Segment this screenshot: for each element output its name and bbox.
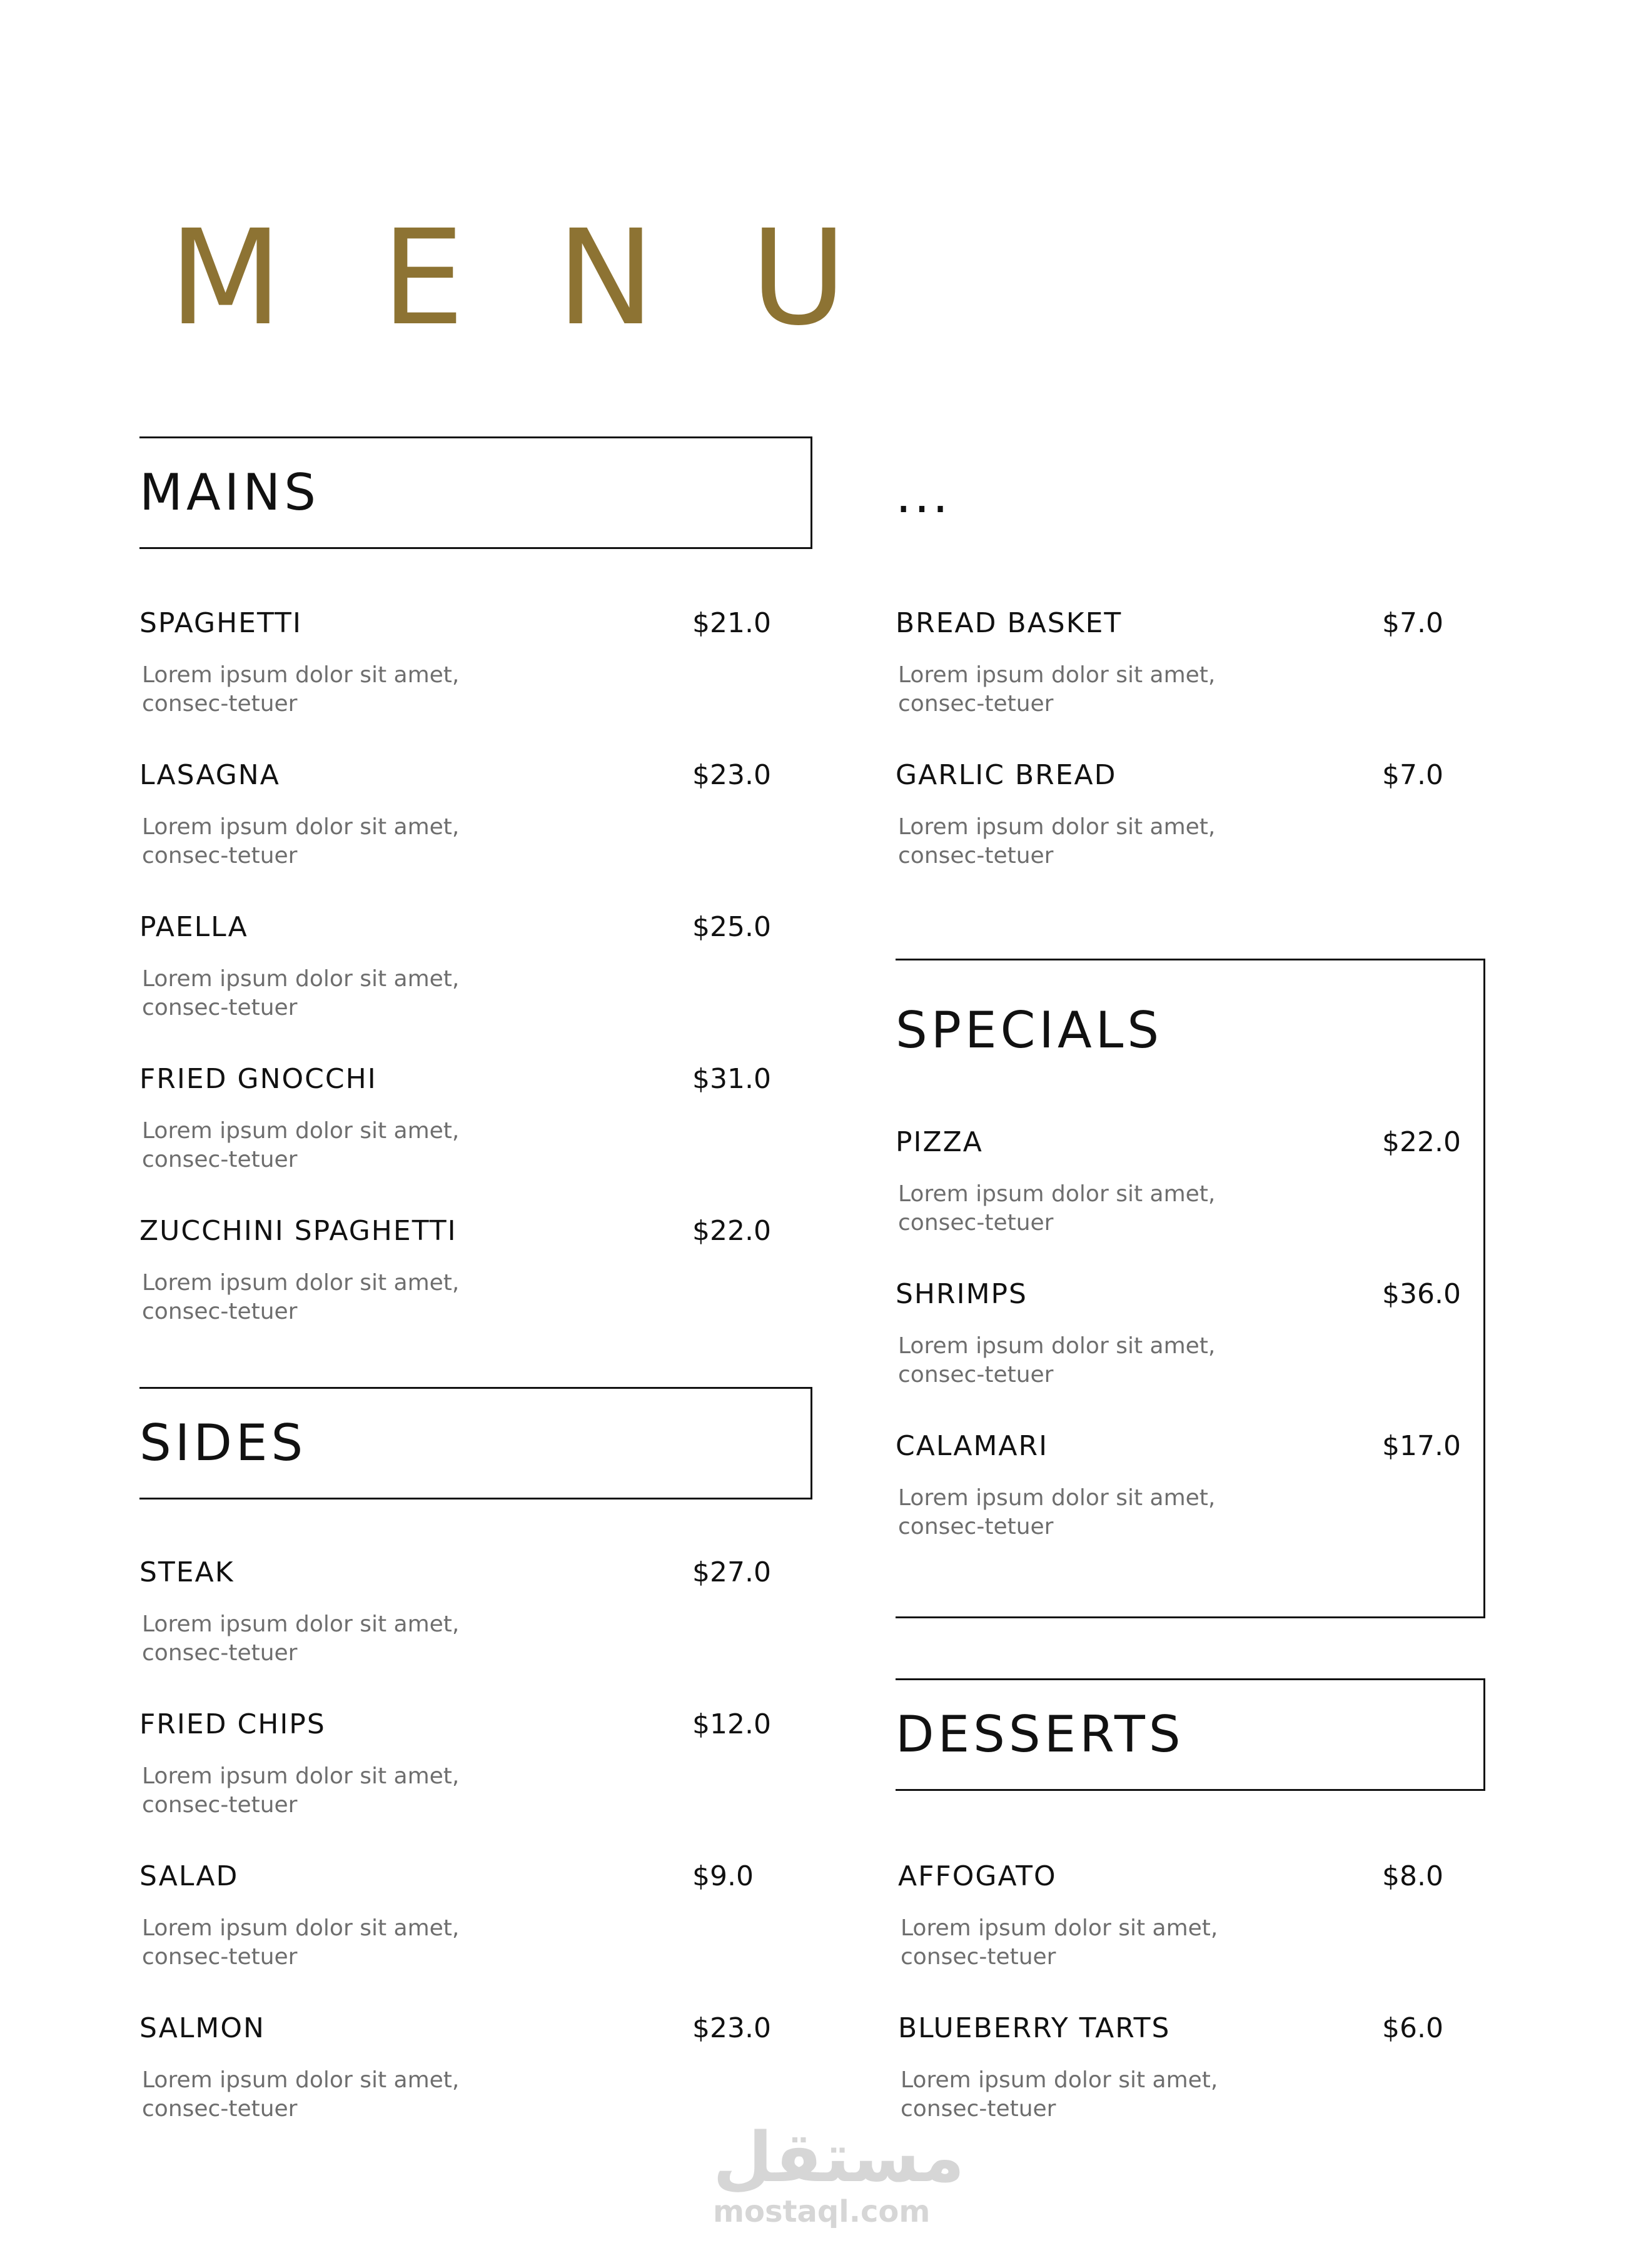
menu-title-letter-e: E (381, 201, 465, 355)
sides-title: SIDES (139, 1414, 307, 1472)
item-name: GARLIC BREAD (896, 759, 1117, 791)
item-description: Lorem ipsum dolor sit amet, consec-tetuer (901, 1915, 1218, 1970)
item-price: $25.0 (692, 911, 771, 943)
item-name: FRIED GNOCCHI (139, 1063, 377, 1095)
mains-title: MAINS (139, 463, 320, 522)
item-name: AFFOGATO (898, 1860, 1057, 1892)
item-description: Lorem ipsum dolor sit amet, consec-tetuer (898, 1181, 1216, 1236)
item-name: BREAD BASKET (896, 607, 1123, 639)
item-name: SHRIMPS (896, 1278, 1028, 1310)
item-price: $31.0 (692, 1063, 771, 1095)
menu-title-letter-u: U (750, 201, 847, 355)
item-price: $7.0 (1382, 759, 1443, 791)
item-name: PAELLA (139, 911, 248, 943)
item-name: PIZZA (896, 1126, 983, 1158)
menu-title-letter-n: N (557, 201, 655, 355)
item-price: $22.0 (692, 1215, 771, 1247)
item-description: Lorem ipsum dolor sit amet, consec-tetuer (901, 2067, 1218, 2122)
item-price: $12.0 (692, 1708, 771, 1740)
item-price: $6.0 (1382, 2012, 1443, 2044)
specials-title: SPECIALS (896, 1001, 1163, 1059)
item-price: $7.0 (1382, 607, 1443, 639)
item-price: $21.0 (692, 607, 771, 639)
item-description: Lorem ipsum dolor sit amet, consec-tetuer (142, 966, 460, 1021)
watermark-url: mostaql.com (713, 2194, 931, 2229)
item-price: $23.0 (692, 2012, 771, 2044)
item-description: Lorem ipsum dolor sit amet, consec-tetuer (898, 814, 1216, 869)
item-price: $23.0 (692, 759, 771, 791)
item-description: Lorem ipsum dolor sit amet, consec-tetuer (142, 1915, 460, 1970)
item-price: $22.0 (1382, 1126, 1461, 1158)
watermark (713, 2117, 965, 2229)
item-name: LASAGNA (139, 759, 280, 791)
item-description: Lorem ipsum dolor sit amet, consec-tetuer (898, 1333, 1216, 1388)
item-description: Lorem ipsum dolor sit amet, consec-tetuer (142, 2067, 460, 2122)
item-price: $36.0 (1382, 1278, 1461, 1310)
item-name: FRIED CHIPS (139, 1708, 326, 1740)
item-name: SPAGHETTI (139, 607, 302, 639)
item-name: SALMON (139, 2012, 265, 2044)
item-description: Lorem ipsum dolor sit amet, consec-tetuer (142, 1611, 460, 1666)
desserts-title: DESSERTS (896, 1705, 1184, 1763)
item-price: $9.0 (692, 1860, 754, 1892)
item-description: Lorem ipsum dolor sit amet, consec-tetuer (898, 1485, 1216, 1540)
item-name: CALAMARI (896, 1430, 1049, 1462)
item-description: Lorem ipsum dolor sit amet, consec-tetuer (142, 1118, 460, 1172)
item-name: ZUCCHINI SPAGHETTI (139, 1215, 457, 1247)
item-price: $27.0 (692, 1556, 771, 1588)
item-description: Lorem ipsum dolor sit amet, consec-tetuer (898, 662, 1216, 717)
extra-section-title: ... (896, 466, 951, 524)
item-price: $17.0 (1382, 1430, 1461, 1462)
item-description: Lorem ipsum dolor sit amet, consec-tetuer (142, 1763, 460, 1818)
watermark-arabic-logo: مستقل (713, 2117, 965, 2197)
item-name: SALAD (139, 1860, 239, 1892)
item-name: BLUEBERRY TARTS (898, 2012, 1171, 2044)
item-description: Lorem ipsum dolor sit amet, consec-tetuer (142, 662, 460, 717)
item-description: Lorem ipsum dolor sit amet, consec-tetuer (142, 1270, 460, 1324)
item-price: $8.0 (1382, 1860, 1443, 1892)
item-name: STEAK (139, 1556, 235, 1588)
menu-title-letter-m: M (169, 201, 283, 355)
item-description: Lorem ipsum dolor sit amet, consec-tetuer (142, 814, 460, 869)
